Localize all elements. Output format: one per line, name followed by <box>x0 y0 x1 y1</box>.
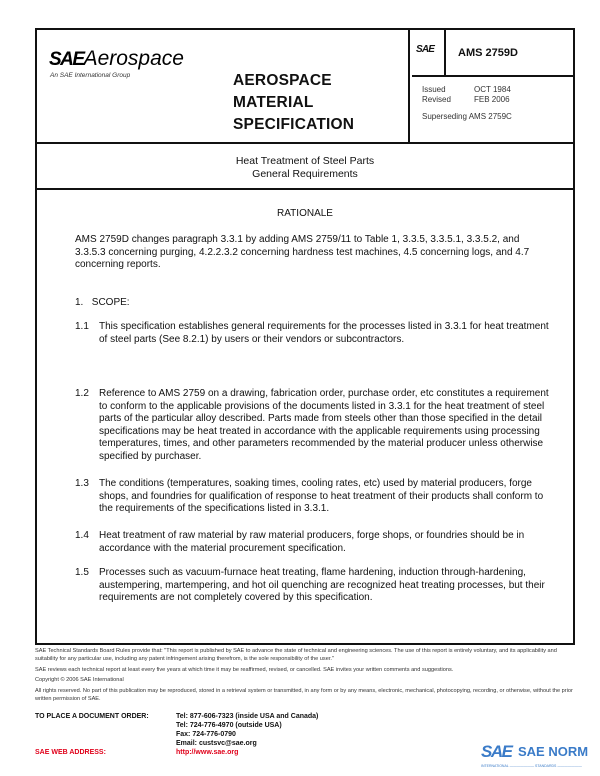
paragraph-number: 1.1 <box>75 321 89 332</box>
legal-review: SAE reviews each technical report at least every five years at which time it may be reaffirmed, revised, or cancelled. SAE invites your written comments and suggestions. <box>35 666 454 673</box>
paragraph-text: Heat treatment of raw material by raw material producers, forge shops, or foundries should be in accordance with the material procurement specification. <box>99 530 525 554</box>
header-right <box>412 30 573 142</box>
issued-value: OCT 1984 <box>474 85 511 94</box>
paragraph-1-5 <box>75 567 555 605</box>
section-title: SCOPE: <box>91 297 130 308</box>
sae-aerospace-logo <box>49 47 184 71</box>
title-line-2: General Requirements <box>252 168 358 180</box>
paragraph-text: Reference to AMS 2759 on a drawing, fabrication order, purchase order, etc constitutes a requirement to conform to the applicable provisions of the documents listed in 3.3.1 for the heat treatment of steel parts of the particular alloy described. Parts made from steels other than those specified in the detail specifications may be heat treated in accordance with the applicable requirements using processing temperatures, times, and other parameters recommended by the material producer unless otherwise specified by purchaser. <box>99 388 549 462</box>
doc-dates <box>422 85 512 122</box>
logo-brand: SAE <box>49 49 84 70</box>
doc-number: AMS 2759D <box>458 47 518 59</box>
title-line-1: Heat Treatment of Steel Parts <box>235 155 375 167</box>
scope-heading <box>75 297 130 310</box>
web-address-label: SAE WEB ADDRESS: <box>35 749 106 756</box>
sae-mini-logo: SAE <box>416 44 435 55</box>
doc-title <box>37 144 573 190</box>
doc-type-title <box>233 70 354 136</box>
paragraph-number: 1.4 <box>75 530 89 541</box>
fax-number: Fax: 724-776-0790 <box>176 731 236 738</box>
sae-logo-cell <box>412 30 446 75</box>
doc-type-line: AEROSPACE <box>233 72 332 89</box>
legal-rules: SAE Technical Standards Board Rules provide that: "This report is published by SAE to advance the state of technical and engineering sciences. The use of this report is entirely voluntary, and its applicability and suitability for any particular use, including any patent infringement arising therefrom, is the sole responsibility of the user." <box>35 648 557 662</box>
paragraph-1-1 <box>75 321 555 346</box>
doc-type-line: MATERIAL <box>233 94 314 111</box>
sae-norm-text: SAE NORM <box>518 744 589 759</box>
web-url-link[interactable]: http://www.sae.org <box>176 749 239 756</box>
paragraph-1-2 <box>75 388 555 463</box>
revised-value: FEB 2006 <box>474 95 510 104</box>
logo-tagline: An SAE International Group <box>50 72 131 79</box>
doc-id-row <box>412 30 573 77</box>
rationale-text: AMS 2759D changes paragraph 3.3.1 by adding AMS 2759/11 to Table 1, 3.3.5, 3.3.5.1, 3.3.5.2, and 3.3.5.3 concerning purging, 4.2.2.3.2 concerning hardness test machines, 4.5 concerning logs, and 4.7 concerning reports. <box>75 234 530 270</box>
phone-inside-usa: Tel: 877-606-7323 (inside USA and Canada) <box>176 713 319 720</box>
issued-label: Issued <box>422 85 446 94</box>
email-address: Email: custsvc@sae.org <box>176 740 257 747</box>
paragraph-text: This specification establishes general requirements for the processes listed in 3.3.1 for heat treatment of steel parts (See 8.2.1) by users or their vendors or subcontractors. <box>99 321 549 345</box>
paragraph-number: 1.3 <box>75 478 89 489</box>
sae-norm-watermark <box>481 742 596 772</box>
rights-reserved: All rights reserved. No part of this publication may be reproduced, stored in a retrieval system or transmitted, in any form or by any means, electronic, mechanical, photocopying, recording, or otherwise, without the prior written permission of SAE. <box>35 688 573 702</box>
paragraph-1-3 <box>75 478 555 516</box>
paragraph-1-4 <box>75 530 555 555</box>
paragraph-text: The conditions (temperatures, soaking times, cooling rates, etc) used by material producers, forge shops, and foundries for qualification of response to heat treatment of their products shall conform to the requirements of the specifications listed in 3.3.1. <box>99 478 544 514</box>
sae-norm-subtitle: INTERNATIONAL ——————— STANDARDS ——————— <box>481 764 582 768</box>
paragraph-number: 1.5 <box>75 567 89 578</box>
revised-label: Revised <box>422 95 451 104</box>
phone-outside-usa: Tel: 724-776-4970 (outside USA) <box>176 722 282 729</box>
doc-type-line: SPECIFICATION <box>233 116 355 133</box>
order-contacts <box>176 712 318 757</box>
order-label: TO PLACE A DOCUMENT ORDER: <box>35 713 149 720</box>
spec-header <box>37 30 573 144</box>
header-left <box>37 30 410 142</box>
rationale-heading: RATIONALE <box>277 208 333 219</box>
copyright: Copyright © 2006 SAE International <box>35 677 124 684</box>
legal-notice <box>35 648 575 707</box>
sae-norm-logo: SAE <box>481 742 512 761</box>
logo-name: Aerospace <box>83 47 184 70</box>
paragraph-number: 1.2 <box>75 388 89 399</box>
section-number: 1. <box>75 297 84 308</box>
superseding-text: Superseding AMS 2759C <box>422 112 512 121</box>
paragraph-text: Processes such as vacuum-furnace heat treating, flame hardening, induction through-hardening, austempering, martempering, and hot oil quenching are recognized heat treating processes, but their requirements are not completely covered by this specification. <box>99 567 545 603</box>
document-frame <box>35 28 575 645</box>
